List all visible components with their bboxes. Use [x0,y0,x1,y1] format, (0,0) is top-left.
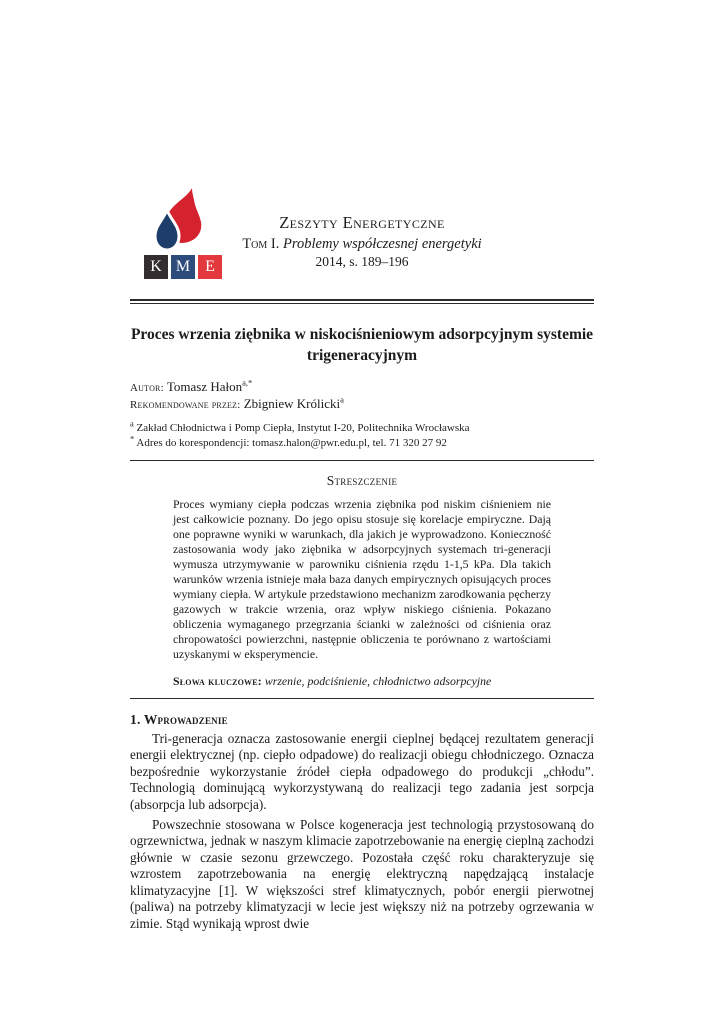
recommended-superscript: a [340,394,344,405]
abstract-section [173,473,551,689]
section-introduction [130,712,594,933]
section-heading: 1. Wprowadzenie [130,711,228,727]
article-title: Proces wrzenia ziębnika w niskociśnieniowym adsorpcyjnym systemie trigeneracyjnym [130,326,594,365]
paragraph: Powszechnie stosowana w Polsce kogeneracja jest technologią przystosowaną do ogrzewnictwa, jednak w naszym klimacie zapotrzebowanie na energię cieplną zachodzi głównie w czasie sezonu grzewczego. Pozostała część roku charakteryzuje się wzrostem zapotrzebowania na energię elektryczną napędzającą instalacje klimatyzacyjne [1]. W większości stref klimatycznych, pobór energii pierwotnej (paliwa) na potrzeby klimatyzacji w lecie jest większy niż na potrzeby ogrzewania w zimie. Stąd wynikają wprost dwie [130,816,594,932]
affiliation-note [130,418,594,436]
correspondence-marker: * [130,433,135,444]
logo-letter-boxes [144,255,234,279]
journal-masthead [130,188,594,288]
author-label: Autor: [130,381,164,394]
recommended-name: Zbigniew Królicki [243,395,341,411]
recommended-label: Rekomendowane przez: [130,398,241,411]
logo-letter-e: E [198,255,222,279]
keywords-line [173,674,551,689]
abstract-text: Proces wymiany ciepła podczas wrzenia ziębnika pod niskim ciśnieniem nie jest całkowicie poznany. Do jego opisu stosuje się korelacje empiryczne. Dają one poprawne wyniki w warunkach, dla jakich je wyprowadzono. Konieczność zastosowania wody jako ziębnika w adsorpcyjnych systemach tri-generacji wymusza utrzymywanie w parowniku ciśnienia rzędu 1-1,5 kPa. Dla takich warunków wrzenia istnieje mała baza danych empirycznych opisujących proces wymiany ciepła. W artykule przedstawiono mechanizm zarodkowania pęcherzy gazowych w trakcie wrzenia, oraz wpływ niskiego ciśnienia. Pokazano obliczenia wymaganego przegrzania ścianki w zależności od ciśnienia oraz chropowatości powierzchni, następnie obliczenia te porównano z wartościami uzyskanymi w eksperymencie. [173,496,551,661]
abstract-heading: Streszczenie [326,472,398,488]
author-footnotes [130,418,594,451]
affiliation-marker: a [130,418,134,429]
author-line [130,379,594,396]
page-content [130,0,594,933]
keywords-text: wrzenie, podciśnienie, chłodnictwo adsorpcyjne [264,673,492,688]
author-divider [130,460,594,461]
correspondence-note [130,433,594,451]
volume-label: Tom I. [242,235,280,252]
author-block [130,379,594,451]
author-name: Tomasz Hałon [166,378,243,394]
paragraph: Tri-generacja oznacza zastosowanie energii cieplnej będącej rezultatem generacji energii elektrycznej (np. ciepło odpadowe) do realizacji obiegu chłodniczego. Oznacza bezpośrednie wykorzystanie źródeł ciepła odpadowego do produkcji „chłodu”. Technologią dominującą wykorzystywaną do realizacji tego zadania jest sorpcja (absorpcja lub adsorpcja). [130,730,594,812]
recommended-line [130,396,594,413]
author-superscript: a,* [242,377,253,388]
volume-title: Problemy współczesnej energetyki [283,235,482,252]
abstract-divider [130,698,594,699]
logo-letter-m: M [171,255,195,279]
flame-drop-logo-icon [152,188,210,252]
journal-title: Zeszyty Energetyczne [279,213,445,232]
logo-letter-k: K [144,255,168,279]
issue-pages-line: 2014, s. 189–196 [315,253,409,269]
keywords-label: Słowa kluczowe: [173,673,262,688]
kme-logo [144,188,234,286]
correspondence-text: Adres do korespondencji: tomasz.halon@pwr.edu.pl, tel. 71 320 27 92 [136,436,447,449]
affiliation-text: Zakład Chłodnictwa i Pomp Ciepła, Instytut I-20, Politechnika Wrocławska [136,421,470,434]
header-double-rule [130,299,594,304]
